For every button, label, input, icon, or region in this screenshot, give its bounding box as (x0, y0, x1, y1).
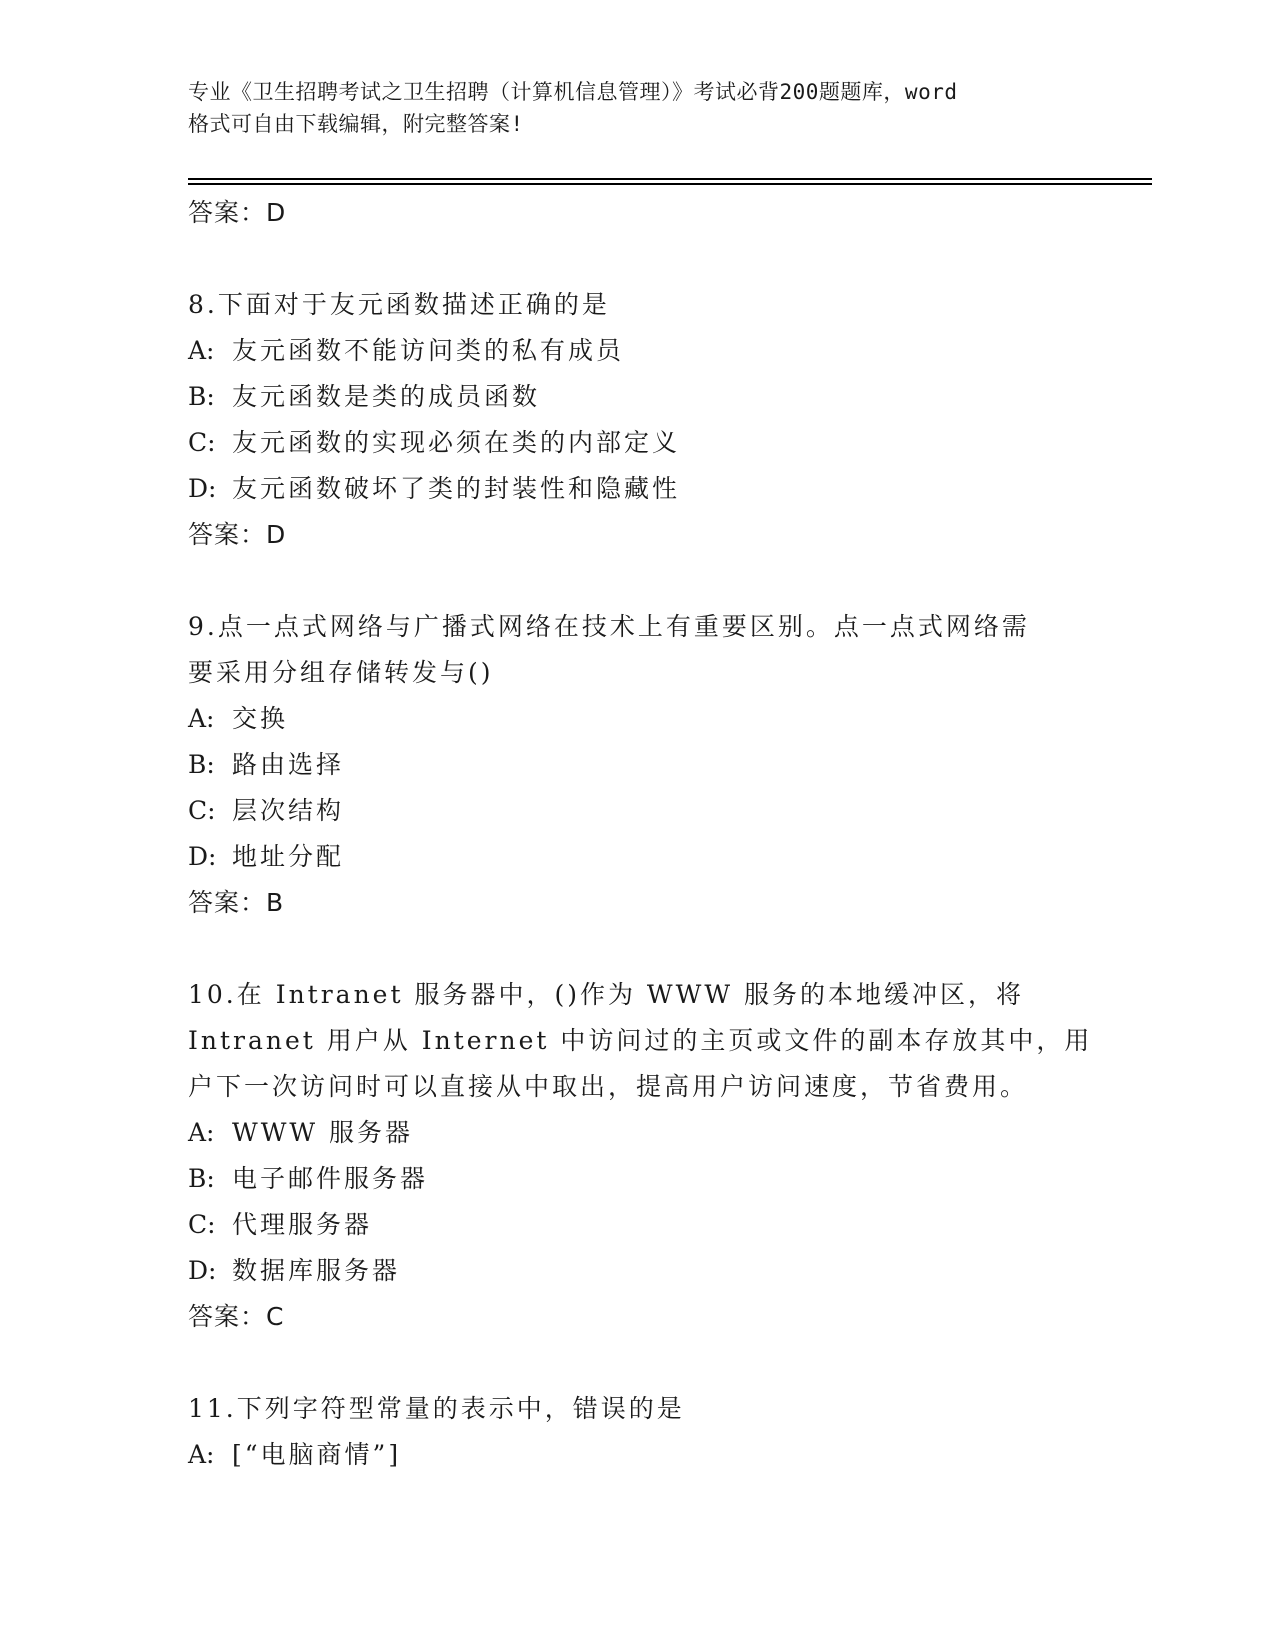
option-a (188, 328, 1108, 374)
answer-line: 答案：D (188, 520, 287, 549)
option-b (188, 742, 1108, 788)
question-10 (188, 972, 1108, 1340)
option-text: 友元函数的实现必须在类的内部定义 (232, 428, 681, 457)
option-c (188, 420, 1108, 466)
option-text: 电子邮件服务器 (232, 1164, 429, 1193)
option-letter: C: (188, 1210, 216, 1239)
option-b (188, 1156, 1108, 1202)
option-text: [“电脑商情”] (232, 1440, 402, 1469)
header-line-1: 专业《卫生招聘考试之卫生招聘（计算机信息管理）》考试必背200题题库，word (188, 80, 958, 104)
option-letter: D: (188, 1256, 217, 1285)
question-8 (188, 282, 1108, 558)
question-stem-line-2: 要采用分组存储转发与() (188, 658, 494, 687)
document-header (188, 76, 1088, 140)
option-a (188, 1432, 1108, 1478)
header-rule-top (188, 178, 1152, 180)
answer-line: 答案：C (188, 1302, 285, 1331)
option-text: 友元函数是类的成员函数 (232, 382, 541, 411)
option-b (188, 374, 1108, 420)
option-letter: C: (188, 796, 216, 825)
option-letter: B: (188, 750, 215, 779)
option-text: 层次结构 (232, 796, 345, 825)
option-text: 地址分配 (232, 842, 345, 871)
option-d (188, 1248, 1108, 1294)
option-text: 友元函数破坏了类的封装性和隐藏性 (232, 474, 681, 503)
option-d (188, 834, 1108, 880)
option-letter: C: (188, 428, 216, 457)
option-text: 交换 (232, 704, 289, 733)
option-c (188, 788, 1108, 834)
option-letter: A: (188, 336, 215, 365)
option-a (188, 696, 1108, 742)
option-c (188, 1202, 1108, 1248)
header-rule-bottom (188, 183, 1152, 185)
option-letter: A: (188, 1118, 215, 1147)
answer-line: 答案：B (188, 888, 285, 917)
option-a (188, 1110, 1108, 1156)
option-text: 数据库服务器 (232, 1256, 401, 1285)
question-stem-line-3: 户下一次访问时可以直接从中取出，提高用户访问速度，节省费用。 (188, 1072, 1029, 1101)
question-stem-line-1: 9.点一点式网络与广播式网络在技术上有重要区别。点一点式网络需 (188, 612, 1030, 641)
question-stem: 8.下面对于友元函数描述正确的是 (188, 290, 610, 319)
question-11 (188, 1386, 1108, 1478)
option-letter: B: (188, 382, 215, 411)
question-9 (188, 604, 1108, 926)
option-letter: A: (188, 704, 215, 733)
option-text: 代理服务器 (232, 1210, 373, 1239)
option-letter: A: (188, 1440, 215, 1469)
option-text: 路由选择 (232, 750, 345, 779)
question-stem-line-2: Intranet 用户从 Internet 中访问过的主页或文件的副本存放其中，用 (188, 1026, 1093, 1055)
header-line-2: 格式可自由下载编辑，附完整答案! (188, 112, 524, 136)
option-letter: B: (188, 1164, 215, 1193)
option-text: 友元函数不能访问类的私有成员 (232, 336, 625, 365)
option-letter: D: (188, 474, 217, 503)
option-text: WWW 服务器 (232, 1118, 414, 1147)
option-d (188, 466, 1108, 512)
question-stem: 11.下列字符型常量的表示中，错误的是 (188, 1394, 685, 1423)
question-stem-line-1: 10.在 Intranet 服务器中，()作为 WWW 服务的本地缓冲区，将 (188, 980, 1024, 1009)
document-body (188, 190, 1108, 1478)
option-letter: D: (188, 842, 217, 871)
answer-line: 答案：D (188, 198, 287, 227)
